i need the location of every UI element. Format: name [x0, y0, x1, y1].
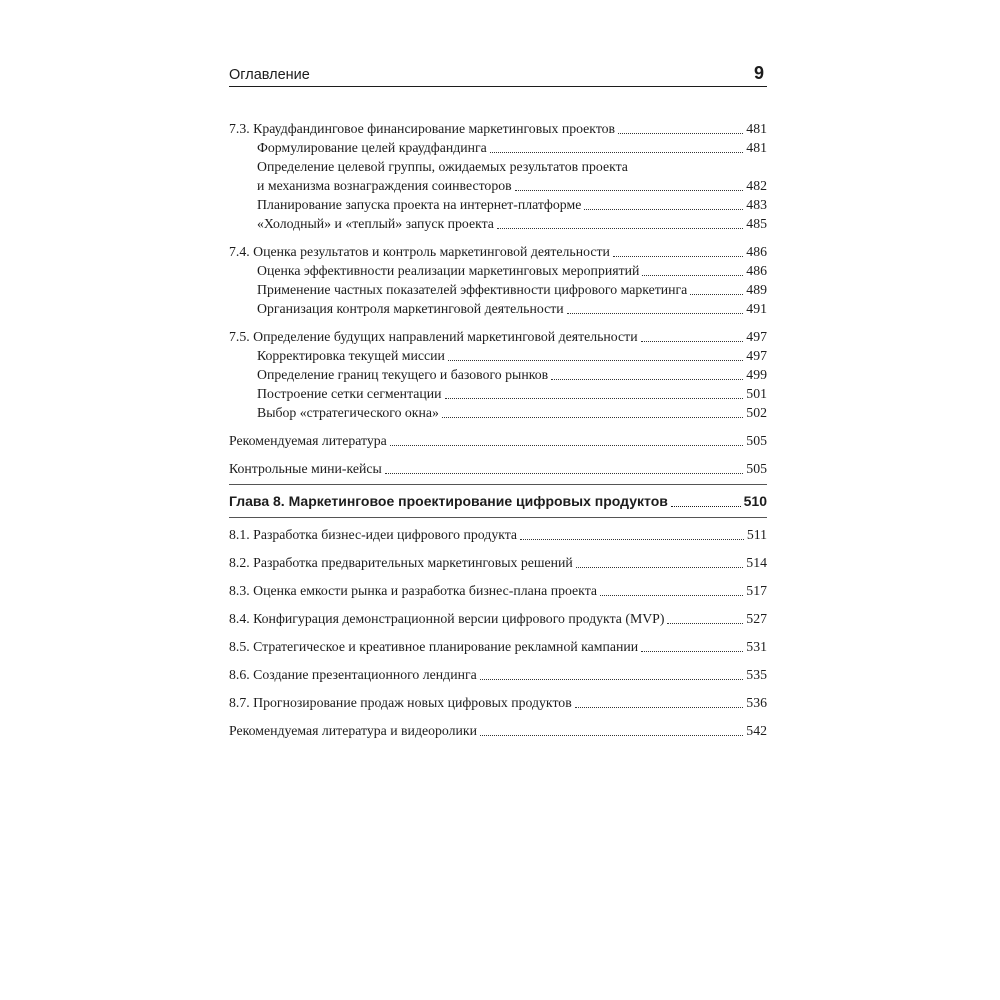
toc-entry-page: 485 — [746, 216, 767, 231]
toc-entry-page: 536 — [746, 695, 767, 710]
toc-entry-title: Построение сетки сегментации — [257, 386, 442, 401]
toc-entry-title: 8.1. Разработка бизнес-идеи цифрового продукта — [229, 527, 518, 542]
toc-entry-7-5-3[interactable] — [229, 384, 767, 403]
toc-entry-page: 481 — [746, 121, 767, 136]
toc-entry-page: 486 — [746, 263, 767, 278]
toc-entry-title: Глава 8. Маркетинговое проектирование цифровых продуктов — [229, 493, 668, 509]
toc-entry-page: 542 — [746, 723, 767, 738]
toc-entry-title: Рекомендуемая литература — [229, 433, 387, 448]
toc-entry-7-5-1[interactable] — [229, 346, 767, 365]
toc-entry-title: 8.2. Разработка предварительных маркетинговых решений — [229, 555, 573, 570]
toc-entry-title: Применение частных показателей эффективности цифрового маркетинга — [257, 282, 688, 297]
toc-entry-title: Рекомендуемая литература и видеоролики — [229, 723, 477, 738]
toc-entry-page: 505 — [746, 433, 767, 448]
toc-entry-title: Организация контроля маркетинговой деятельности — [257, 301, 564, 316]
toc-entry-8-2[interactable] — [229, 553, 767, 572]
toc-entry-page: 491 — [746, 301, 767, 316]
toc-entry-title: 7.4. Оценка результатов и контроль маркетинговой деятельности — [229, 244, 610, 259]
toc-entry-8-6[interactable] — [229, 665, 767, 684]
toc-entry-page: 535 — [746, 667, 767, 682]
toc-entry-page: 483 — [746, 197, 767, 212]
toc-entry-title: «Холодный» и «теплый» запуск проекта — [257, 216, 494, 231]
toc-leader-dots — [497, 228, 743, 229]
toc-entry-literature-7[interactable] — [229, 431, 767, 450]
toc-entry-8-3[interactable] — [229, 581, 767, 600]
toc-entry-title: 8.4. Конфигурация демонстрационной версии цифрового продукта (MVP) — [229, 611, 665, 626]
toc-entry-title: Формулирование целей краудфандинга — [257, 140, 487, 155]
toc-entry-page: 505 — [746, 461, 767, 476]
toc-leader-dots — [671, 506, 741, 507]
toc-entry-page: 502 — [746, 405, 767, 420]
toc-entry-page: 486 — [746, 244, 767, 259]
toc-leader-dots — [445, 398, 744, 399]
toc-leader-dots — [667, 623, 743, 624]
toc-entry-7-3-4[interactable] — [229, 214, 767, 233]
toc-entry-7-5[interactable] — [229, 327, 767, 346]
toc-entry-title: 8.7. Прогнозирование продаж новых цифровых продуктов — [229, 695, 572, 710]
running-header — [229, 62, 767, 87]
toc-entry-page: 531 — [746, 639, 767, 654]
toc-leader-dots — [618, 133, 743, 134]
toc-entry-page: 501 — [746, 386, 767, 401]
toc-entry-page: 482 — [746, 178, 767, 193]
toc-entry-chapter-8[interactable] — [229, 492, 767, 511]
toc-entry-7-3-2[interactable] — [229, 157, 767, 195]
toc-entry-mini-cases-7[interactable] — [229, 459, 767, 478]
header-title: Оглавление — [229, 67, 310, 83]
toc-entry-7-4-2[interactable] — [229, 280, 767, 299]
toc-leader-dots — [448, 360, 743, 361]
table-of-contents — [229, 119, 767, 740]
toc-leader-dots — [584, 209, 743, 210]
toc-entry-page: 511 — [746, 527, 767, 542]
toc-leader-dots — [490, 152, 743, 153]
toc-entry-page: 510 — [743, 493, 767, 509]
toc-leader-dots — [551, 379, 743, 380]
toc-entry-title: Выбор «стратегического окна» — [257, 405, 439, 420]
toc-leader-dots — [442, 417, 743, 418]
chapter-divider — [229, 484, 767, 485]
toc-entry-8-1[interactable] — [229, 525, 767, 544]
toc-leader-dots — [520, 539, 744, 540]
toc-entry-7-4-3[interactable] — [229, 299, 767, 318]
toc-entry-literature-8[interactable] — [229, 721, 767, 740]
toc-leader-dots — [480, 735, 743, 736]
toc-entry-page: 497 — [746, 348, 767, 363]
toc-leader-dots — [642, 275, 743, 276]
toc-leader-dots — [600, 595, 743, 596]
toc-entry-title: Корректировка текущей миссии — [257, 348, 445, 363]
toc-entry-title: Определение границ текущего и базового рынков — [257, 367, 549, 382]
toc-leader-dots — [480, 679, 744, 680]
toc-entry-7-3-1[interactable] — [229, 138, 767, 157]
toc-entry-page: 481 — [746, 140, 767, 155]
toc-entry-7-4[interactable] — [229, 242, 767, 261]
toc-entry-page: 527 — [746, 611, 767, 626]
toc-entry-7-4-1[interactable] — [229, 261, 767, 280]
toc-entry-page: 497 — [746, 329, 767, 344]
chapter-divider — [229, 517, 767, 518]
toc-leader-dots — [575, 707, 744, 708]
toc-entry-title: Контрольные мини-кейсы — [229, 461, 382, 476]
toc-entry-8-7[interactable] — [229, 693, 767, 712]
toc-leader-dots — [613, 256, 743, 257]
toc-entry-page: 514 — [746, 555, 767, 570]
toc-entry-8-5[interactable] — [229, 637, 767, 656]
toc-leader-dots — [567, 313, 744, 314]
toc-entry-title: Оценка эффективности реализации маркетинговых мероприятий — [257, 263, 640, 278]
toc-entry-7-5-2[interactable] — [229, 365, 767, 384]
toc-entry-title: Планирование запуска проекта на интернет-платформе — [257, 197, 582, 212]
toc-entry-8-4[interactable] — [229, 609, 767, 628]
toc-entry-7-5-4[interactable] — [229, 403, 767, 422]
toc-leader-dots — [576, 567, 744, 568]
toc-leader-dots — [385, 473, 744, 474]
header-page-number: 9 — [753, 63, 764, 83]
toc-entry-title-line1: Определение целевой группы, ожидаемых результатов проекта — [257, 159, 628, 174]
toc-leader-dots — [641, 341, 744, 342]
toc-leader-dots — [690, 294, 743, 295]
toc-entry-title-line2: и механизма вознаграждения соинвесторов — [257, 178, 512, 193]
toc-entry-page: 489 — [746, 282, 767, 297]
toc-entry-title: 8.5. Стратегическое и креативное планирование рекламной кампании — [229, 639, 639, 654]
toc-entry-page: 499 — [746, 367, 767, 382]
toc-entry-page: 517 — [746, 583, 767, 598]
toc-leader-dots — [515, 190, 744, 191]
toc-entry-7-3-3[interactable] — [229, 195, 767, 214]
toc-entry-7-3[interactable] — [229, 119, 767, 138]
toc-entry-title: 8.3. Оценка емкости рынка и разработка бизнес-плана проекта — [229, 583, 598, 598]
toc-entry-title: 8.6. Создание презентационного лендинга — [229, 667, 477, 682]
toc-leader-dots — [641, 651, 743, 652]
toc-entry-title: 7.5. Определение будущих направлений маркетинговой деятельности — [229, 329, 638, 344]
toc-leader-dots — [390, 445, 744, 446]
toc-entry-title: 7.3. Краудфандинговое финансирование маркетинговых проектов — [229, 121, 616, 136]
